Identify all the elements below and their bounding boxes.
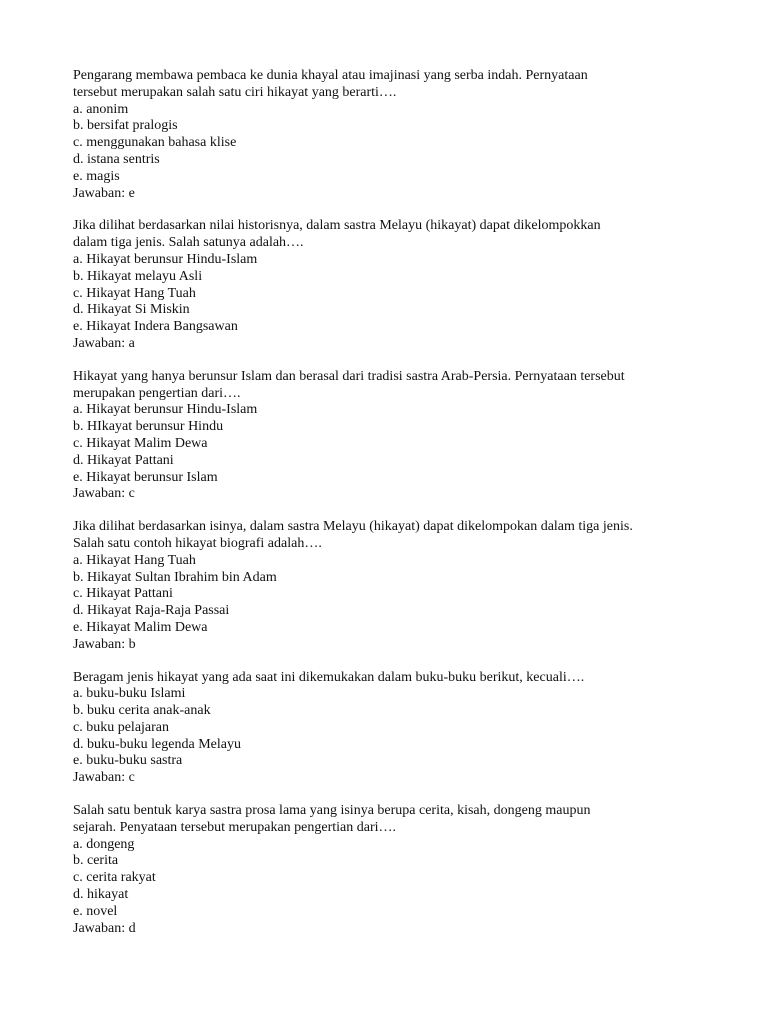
question-2: [73, 218, 733, 352]
option-b: b. HIkayat berunsur Hindu: [73, 419, 224, 435]
question-text-line: Beragam jenis hikayat yang ada saat ini dikemukakan dalam buku-buku berikut, kecuali….: [73, 669, 585, 685]
option-c: c. buku pelajaran: [73, 719, 170, 735]
question-text-line: Hikayat yang hanya berunsur Islam dan berasal dari tradisi sastra Arab-Persia. Pernyataan tersebut: [73, 368, 625, 384]
option-e: e. Hikayat berunsur Islam: [73, 469, 218, 485]
option-a: a. Hikayat Hang Tuah: [73, 552, 196, 568]
question-6: [73, 803, 733, 937]
option-a: a. dongeng: [73, 836, 135, 852]
answer-key: Jawaban: b: [73, 636, 136, 652]
option-d: d. Hikayat Pattani: [73, 452, 174, 468]
question-text-line: tersebut merupakan salah satu ciri hikayat yang berarti….: [73, 84, 397, 100]
option-c: c. Hikayat Malim Dewa: [73, 435, 208, 451]
question-text-line: Jika dilihat berdasarkan isinya, dalam sastra Melayu (hikayat) dapat dikelompokan dalam tiga jenis.: [73, 519, 633, 535]
question-text-line: dalam tiga jenis. Salah satunya adalah….: [73, 235, 304, 251]
question-text-line: Jika dilihat berdasarkan nilai historisnya, dalam sastra Melayu (hikayat) dapat dikelompokkan: [73, 218, 601, 234]
option-c: c. cerita rakyat: [73, 870, 156, 886]
option-b: b. cerita: [73, 853, 119, 869]
option-b: b. buku cerita anak-anak: [73, 703, 211, 719]
question-5: [73, 670, 733, 788]
option-d: d. buku-buku legenda Melayu: [73, 736, 241, 752]
option-e: e. novel: [73, 903, 118, 919]
question-text-line: Pengarang membawa pembaca ke dunia khayal atau imajinasi yang serba indah. Pernyataan: [73, 68, 588, 83]
question-text-line: sejarah. Penyataan tersebut merupakan pengertian dari….: [73, 819, 397, 835]
option-b: b. Hikayat Sultan Ibrahim bin Adam: [73, 569, 277, 585]
answer-key: Jawaban: c: [73, 486, 135, 502]
document-page: [73, 68, 733, 953]
answer-key: Jawaban: d: [73, 920, 136, 936]
option-b: b. bersifat pralogis: [73, 118, 178, 134]
option-c: c. menggunakan bahasa klise: [73, 135, 237, 151]
option-d: d. Hikayat Raja-Raja Passai: [73, 603, 230, 619]
question-1: [73, 68, 733, 202]
option-e: e. Hikayat Indera Bangsawan: [73, 319, 238, 335]
answer-key: Jawaban: e: [73, 185, 135, 201]
option-a: a. buku-buku Islami: [73, 686, 186, 702]
option-c: c. Hikayat Pattani: [73, 586, 173, 602]
option-a: a. Hikayat berunsur Hindu-Islam: [73, 251, 258, 267]
question-text-line: Salah satu bentuk karya sastra prosa lama yang isinya berupa cerita, kisah, dongeng maupun: [73, 803, 591, 819]
question-3: [73, 369, 733, 503]
option-d: d. Hikayat Si Miskin: [73, 302, 190, 318]
question-4: [73, 519, 733, 653]
answer-key: Jawaban: a: [73, 335, 135, 351]
option-a: a. anonim: [73, 101, 129, 117]
question-text-line: Salah satu contoh hikayat biografi adalah….: [73, 535, 322, 551]
option-a: a. Hikayat berunsur Hindu-Islam: [73, 402, 258, 418]
option-e: e. Hikayat Malim Dewa: [73, 619, 208, 635]
answer-key: Jawaban: c: [73, 770, 135, 786]
option-e: e. buku-buku sastra: [73, 753, 183, 769]
option-c: c. Hikayat Hang Tuah: [73, 285, 196, 301]
option-d: d. hikayat: [73, 887, 129, 903]
option-b: b. Hikayat melayu Asli: [73, 268, 203, 284]
option-e: e. magis: [73, 168, 120, 184]
option-d: d. istana sentris: [73, 151, 160, 167]
question-text-line: merupakan pengertian dari….: [73, 385, 241, 401]
